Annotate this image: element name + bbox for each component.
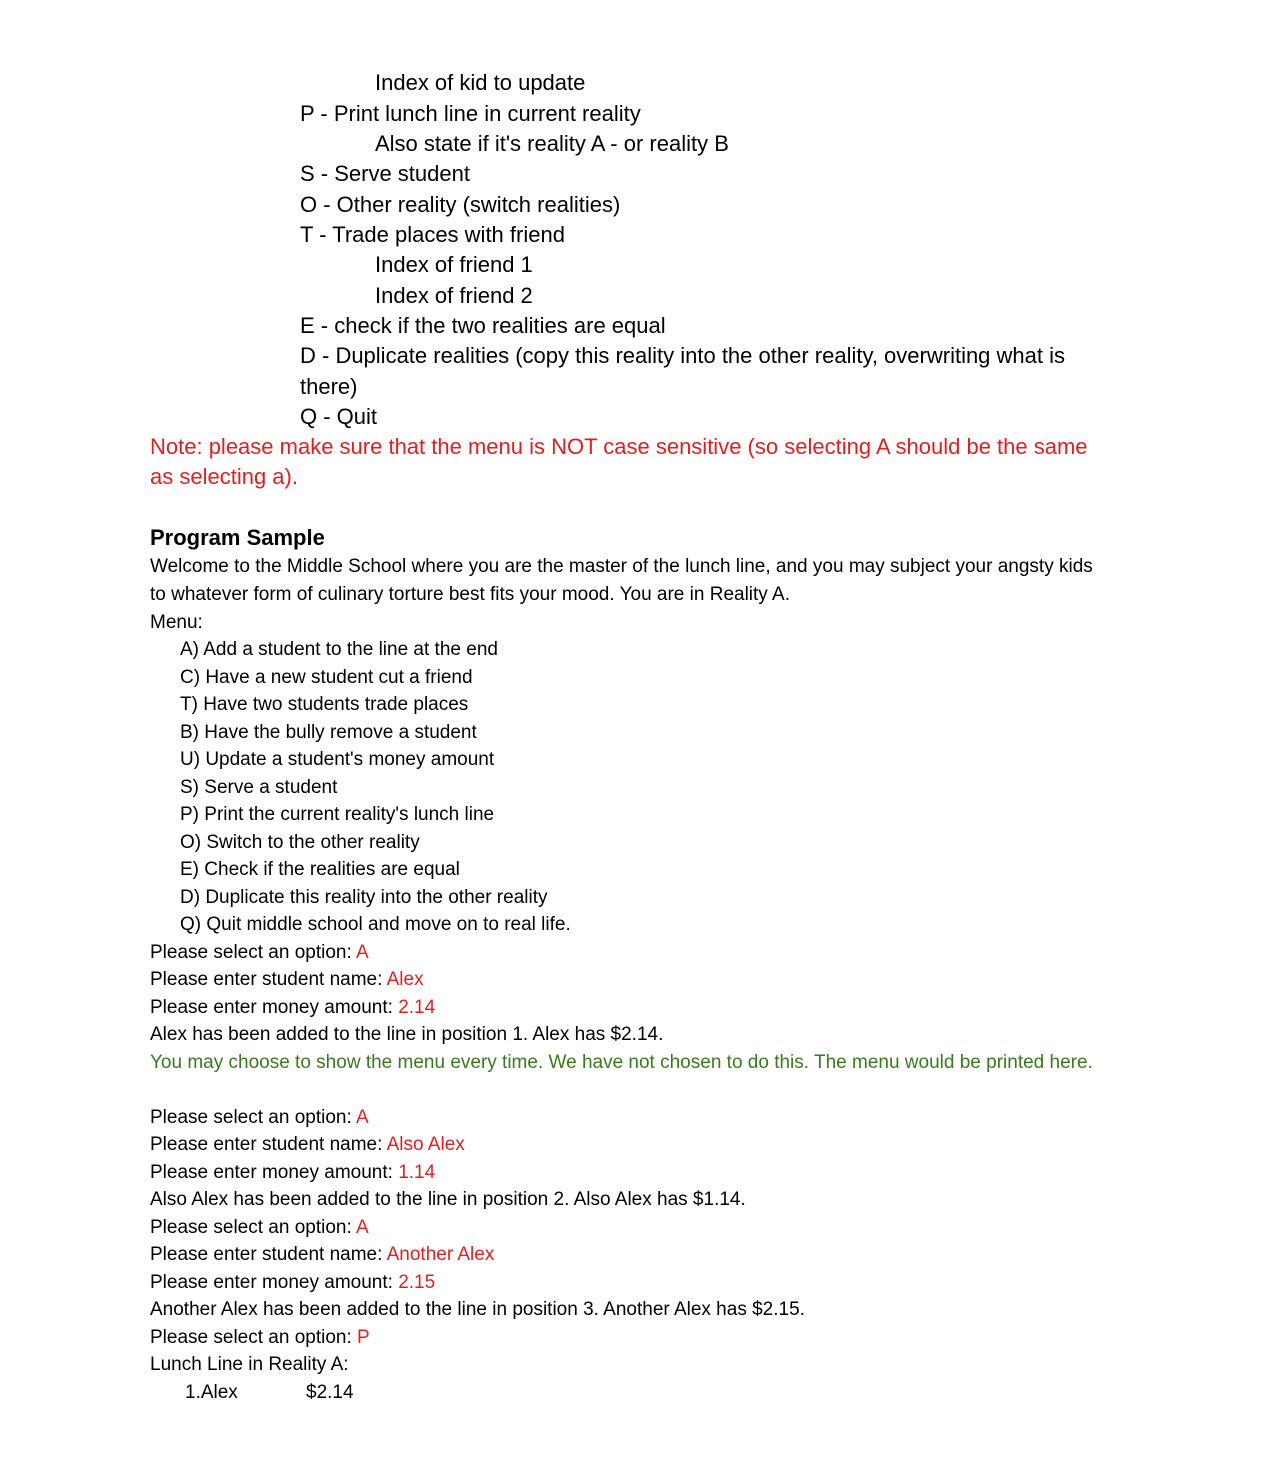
user-input: 1.14 [398, 1162, 436, 1183]
select-prompt: Please select an option: [150, 942, 356, 963]
result-line: Another Alex has been added to the line in position 3. Another Alex has $2.15. [150, 1299, 805, 1320]
menu-option: Q) Quit middle school and move on to real life. [180, 914, 571, 935]
menu-spec-t-sub1: Index of friend 1 [375, 252, 533, 277]
user-input: Alex [386, 969, 424, 990]
name-prompt: Please enter student name: [150, 1244, 387, 1265]
menu-spec-p: P - Print lunch line in current reality [300, 101, 641, 126]
menu-option: T) Have two students trade places [180, 694, 469, 715]
money-amount-line [150, 1269, 435, 1297]
select-option-line [150, 1214, 369, 1242]
lunch-line-label: Lunch Line in Reality A: [150, 1354, 349, 1375]
menu-spec-index-kid: Index of kid to update [375, 70, 586, 95]
user-input: Also Alex [386, 1134, 465, 1155]
name-prompt: Please enter student name: [150, 1134, 387, 1155]
case-sensitivity-note: Note: please make sure that the menu is NOT case sensitive (so selecting A should be the same as selecting a). [150, 434, 1088, 489]
menu-spec-e: E - check if the two realities are equal [300, 313, 666, 338]
menu-option: A) Add a student to the line at the end [180, 639, 498, 660]
name-prompt: Please enter student name: [150, 969, 387, 990]
menu-spec-o: O - Other reality (switch realities) [300, 192, 621, 217]
select-prompt: Please select an option: [150, 1107, 356, 1128]
menu-spec-t: T - Trade places with friend [300, 222, 565, 247]
menu-option: C) Have a new student cut a friend [180, 667, 473, 688]
menu-option: P) Print the current reality's lunch line [180, 804, 495, 825]
menu-label: Menu: [150, 612, 203, 633]
user-input: A [355, 1107, 369, 1128]
select-prompt: Please select an option: [150, 1217, 356, 1238]
menu-spec-t-sub2: Index of friend 2 [375, 283, 533, 308]
select-option-line [150, 1104, 369, 1132]
lunch-row-amount: $2.14 [306, 1382, 354, 1403]
user-input: A [355, 942, 369, 963]
lunch-row-student: 1.Alex [185, 1382, 238, 1403]
select-option-line [150, 939, 369, 967]
student-name-line [150, 1131, 465, 1159]
student-name-line [150, 1241, 494, 1269]
menu-option: O) Switch to the other reality [180, 832, 420, 853]
select-option-line [150, 1324, 370, 1352]
menu-display-note: You may choose to show the menu every time. We have not chosen to do this. The menu would be printed here. [150, 1052, 1093, 1073]
menu-option: S) Serve a student [180, 777, 338, 798]
result-line: Alex has been added to the line in position 1. Alex has $2.14. [150, 1024, 664, 1045]
result-line: Also Alex has been added to the line in position 2. Also Alex has $1.14. [150, 1189, 746, 1210]
user-input: P [357, 1327, 370, 1348]
money-prompt: Please enter money amount: [150, 997, 399, 1018]
menu-spec-q: Q - Quit [300, 404, 378, 429]
money-amount-line [150, 994, 435, 1022]
menu-option: E) Check if the realities are equal [180, 859, 460, 880]
user-input: Another Alex [386, 1244, 495, 1265]
user-input: A [355, 1217, 369, 1238]
money-prompt: Please enter money amount: [150, 1272, 399, 1293]
student-name-line [150, 966, 424, 994]
user-input: 2.14 [398, 997, 436, 1018]
select-prompt: Please select an option: [150, 1327, 358, 1348]
menu-spec-d: D - Duplicate realities (copy this reality into the other reality, overwriting what is there) [300, 343, 1066, 399]
welcome-text: Welcome to the Middle School where you are the master of the lunch line, and you may subject your angsty kids to whatever form of culinary torture best fits your mood. You are in Reality A. [150, 556, 1093, 605]
menu-spec-s: S - Serve student [300, 161, 470, 186]
menu-option: B) Have the bully remove a student [180, 722, 477, 743]
money-amount-line [150, 1159, 435, 1187]
menu-option: U) Update a student's money amount [180, 749, 495, 770]
menu-option: D) Duplicate this reality into the other reality [180, 887, 548, 908]
menu-spec-p-sub: Also state if it's reality A - or reality B [375, 131, 729, 156]
user-input: 2.15 [398, 1272, 436, 1293]
money-prompt: Please enter money amount: [150, 1162, 399, 1183]
program-sample-heading: Program Sample [150, 525, 325, 550]
